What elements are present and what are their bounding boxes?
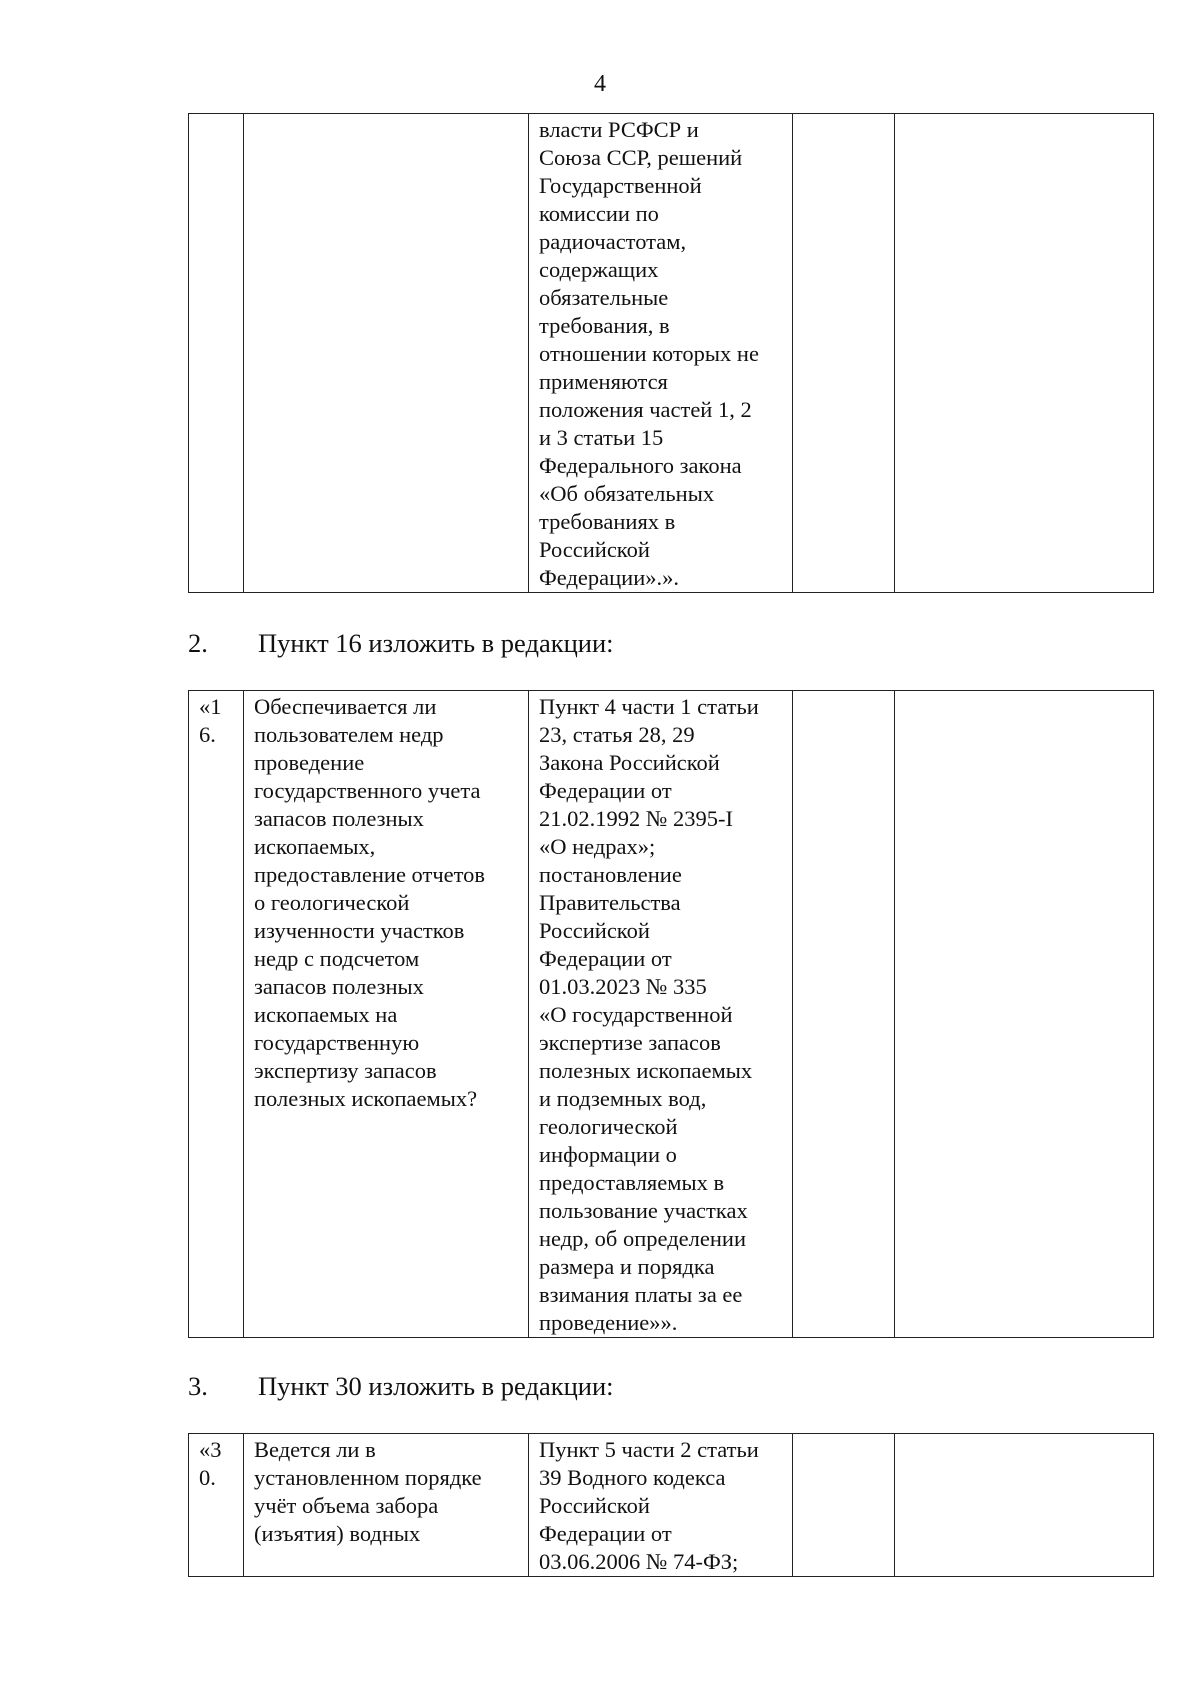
cell-number: [189, 1434, 244, 1577]
cell-notes: [895, 1434, 1154, 1577]
legal-basis-text: Пункт 4 части 1 статьи 23, статья 28, 29 Закона Российской Федерации от 21.02.1992 № 2395-I «О недрах»; постановление Правительства Российской Федерации от 01.03.2023 № 335 «О государственной экспертизе запасов полезных ископаемых и подземных вод, геологической информации о предоставляемых в пользование участках недр, об определении размера и порядка взимания платы за ее проведение»».: [539, 694, 759, 1335]
table-row: [189, 1434, 1154, 1577]
table-item-16: [188, 690, 1154, 1338]
table-item-30: [188, 1433, 1154, 1577]
cell-legal-basis: [529, 1434, 793, 1577]
item-number: «1 6.: [199, 694, 222, 747]
cell-answer: [793, 114, 895, 593]
cell-legal-basis: [529, 691, 793, 1338]
legal-basis-text: Пункт 5 части 2 статьи 39 Водного кодекса Российской Федерации от 03.06.2006 № 74-ФЗ;: [539, 1437, 759, 1574]
section-heading-2: [188, 627, 614, 659]
section-heading-3: [188, 1370, 614, 1402]
cell-requirement: [244, 114, 529, 593]
cell-answer: [793, 691, 895, 1338]
section-text: Пункт 16 изложить в редакции:: [258, 628, 614, 658]
table-row: [189, 691, 1154, 1338]
legal-basis-text: власти РСФСР и Союза ССР, решений Государственной комиссии по радиочастотам, содержащих обязательные требования, в отношении которых не применяются положения частей 1, 2 и 3 статьи 15 Федерального закона «Об обязательных требованиях в Российской Федерации».».: [539, 117, 759, 590]
section-text: Пункт 30 изложить в редакции:: [258, 1371, 614, 1401]
table-continuation: [188, 113, 1154, 593]
cell-requirement: [244, 691, 529, 1338]
cell-number: [189, 114, 244, 593]
cell-notes: [895, 114, 1154, 593]
cell-notes: [895, 691, 1154, 1338]
section-number: 3.: [188, 1371, 208, 1401]
cell-requirement: [244, 1434, 529, 1577]
table-row: [189, 114, 1154, 593]
requirement-text: Обеспечивается ли пользователем недр проведение государственного учета запасов полезных ископаемых, предоставление отчетов о геологической изученности участков недр с подсчетом запасов полезных ископаемых на государственную экспертизу запасов полезных ископаемых?: [254, 694, 486, 1111]
cell-answer: [793, 1434, 895, 1577]
page-number: 4: [594, 71, 606, 97]
cell-legal-basis: [529, 114, 793, 593]
section-number: 2.: [188, 628, 208, 658]
requirement-text: Ведется ли в установленном порядке учёт объема забора (изъятия) водных: [254, 1437, 482, 1546]
cell-number: [189, 691, 244, 1338]
item-number: «3 0.: [199, 1437, 222, 1490]
